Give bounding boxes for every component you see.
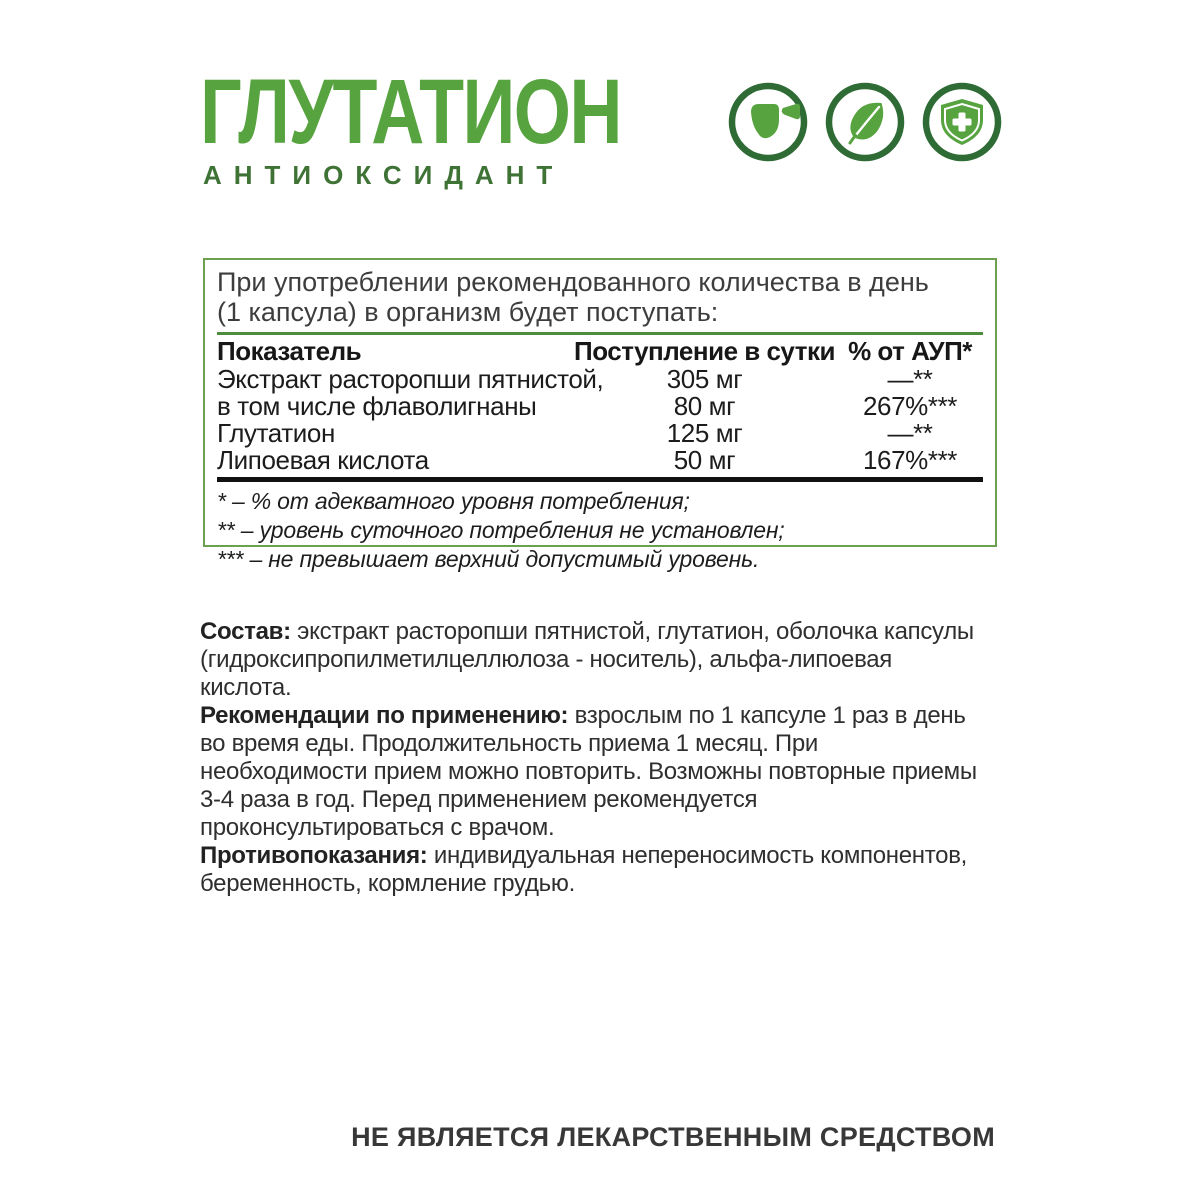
composition-text: экстракт расторопши пятнистой, глутатион, оболочка капсулы (гидроксипропилметилцеллюлоза - носитель), альфа-липоевая кислота.: [200, 618, 974, 701]
intro-line-2: (1 капсула) в организм будет поступать:: [217, 297, 719, 327]
contraindications-text: индивидуальная непереносимость компонентов, беременность, кормление грудью.: [200, 842, 968, 897]
table-row-percent: —**: [887, 418, 933, 448]
table-row-amount: 80 мг: [673, 391, 736, 421]
recommendations-text: взрослым по 1 капсуле 1 раз в день во время еды. Продолжительность приема 1 месяц. При необходимости прием можно повторить. Возможны повторные приемы 3-4 раза в год. Перед применением рекомендуется проконсультироваться с врачом.: [200, 702, 977, 841]
product-description: [200, 618, 982, 898]
footnote-upper-level: *** – не превышает верхний допустимый уровень.: [217, 546, 760, 572]
leaf-icon: [825, 82, 905, 162]
column-header-daily-intake: Поступление в сутки: [574, 336, 835, 366]
column-header-percent-aup: % от АУП*: [848, 336, 972, 366]
intro-line-1: При употреблении рекомендованного количества в день: [217, 267, 929, 297]
table-row-amount: 305 мг: [666, 364, 743, 394]
table-row-name: Глутатион: [217, 418, 335, 448]
black-divider: [217, 477, 983, 482]
table-row-percent: 267%***: [862, 391, 958, 421]
recommendations-paragraph: [200, 702, 982, 842]
table-row-name: Липоевая кислота: [217, 445, 429, 475]
shield-cross-icon: [922, 82, 1002, 162]
contraindications-paragraph: [200, 842, 982, 898]
recommendations-label: Рекомендации по применению:: [200, 702, 569, 729]
table-row-percent: —**: [887, 364, 933, 394]
contraindications-label: Противопоказания:: [200, 842, 428, 869]
composition-label: Состав:: [200, 618, 291, 645]
table-row-percent: 167%***: [862, 445, 958, 475]
table-row-amount: 125 мг: [666, 418, 743, 448]
product-subtitle: АНТИОКСИДАНТ: [203, 160, 565, 190]
footnotes: [217, 487, 983, 574]
footnote-aup: * – % от адекватного уровня потребления;: [217, 488, 690, 514]
footnote-not-established: ** – уровень суточного потребления не установлен;: [217, 517, 785, 543]
table-row-name: Экстракт расторопши пятнистой,: [217, 364, 604, 394]
table-row-amount: 50 мг: [673, 445, 736, 475]
nutrition-info-box: [203, 258, 997, 572]
benefit-icons: [728, 82, 1002, 162]
liver-icon: [728, 82, 808, 162]
product-title: ГЛУТАТИОН: [200, 61, 621, 163]
intro-text: [217, 267, 983, 327]
table-row-name: в том числе флаволигнаны: [217, 391, 537, 421]
composition-paragraph: [200, 618, 982, 702]
column-header-indicator: Показатель: [217, 336, 362, 366]
disclaimer-text: НЕ ЯВЛЯЕТСЯ ЛЕКАРСТВЕННЫМ СРЕДСТВОМ: [351, 1122, 995, 1152]
nutrition-table: [217, 335, 983, 474]
